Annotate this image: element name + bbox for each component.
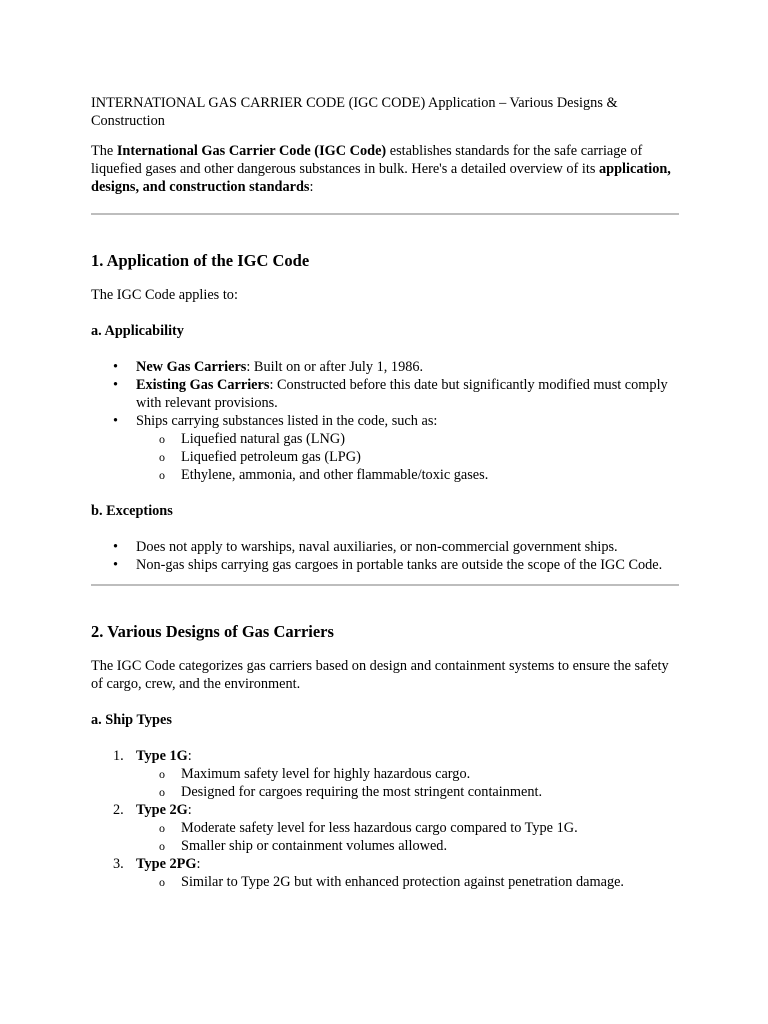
list-item: o Liquefied natural gas (LNG) [91, 430, 679, 448]
intro-bold-2: application, designs, and construction standards [91, 161, 671, 195]
list-item: o Smaller ship or containment volumes allowed. [91, 837, 679, 855]
exceptions-heading: b. Exceptions [91, 503, 173, 519]
list-item: • New Gas Carriers: Built on or after July 1, 1986. [91, 358, 679, 376]
applicability-list [91, 358, 679, 484]
section-1-heading: 1. Application of the IGC Code [91, 251, 310, 270]
list-item: o Moderate safety level for less hazardous cargo compared to Type 1G. [91, 819, 679, 837]
list-item: • Existing Gas Carriers: Constructed before this date but significantly modified must comply with relevant provisions. [91, 376, 679, 412]
intro-paragraph [91, 142, 679, 196]
list-item: o Similar to Type 2G but with enhanced protection against penetration damage. [91, 873, 679, 891]
list-item: 2. Type 2G: o Moderate safety level for less hazardous cargo compared to Type 1G. o Smaller ship or containment volumes allowed. [91, 801, 679, 855]
list-item: o Maximum safety level for highly hazardous cargo. [91, 765, 679, 783]
section-2-heading: 2. Various Designs of Gas Carriers [91, 622, 334, 641]
divider-2 [91, 584, 679, 586]
exceptions-list [91, 538, 679, 574]
divider-1 [91, 213, 679, 215]
applicability-heading: a. Applicability [91, 323, 184, 339]
ship-types-list [91, 747, 679, 891]
intro-text-1: The [91, 143, 117, 159]
ship-types-heading: a. Ship Types [91, 712, 172, 728]
intro-text-3: : [309, 179, 314, 195]
list-item: • Does not apply to warships, naval auxiliaries, or non-commercial government ships. [91, 538, 679, 556]
substances-list [136, 430, 679, 484]
list-item: o Designed for cargoes requiring the most stringent containment. [91, 783, 679, 801]
intro-bold-1: International Gas Carrier Code (IGC Code) [116, 143, 387, 159]
document-body [91, 94, 679, 891]
list-item: 1. Type 1G: o Maximum safety level for highly hazardous cargo. o Designed for cargoes requiring the most stringent containment. [91, 747, 679, 801]
list-item: • Ships carrying substances listed in the code, such as: o Liquefied natural gas (LNG) o Liquefied petroleum gas (LPG) o Ethylene, ammonia, and other flammable/toxic gases. [91, 412, 679, 484]
intro-text-2: establishes standards for the safe carriage of liquefied gases and other dangerous substances in bulk. Here's a detailed overview of its [91, 143, 643, 177]
list-item: 3. Type 2PG: o Similar to Type 2G but with enhanced protection against penetration damage. [91, 855, 679, 891]
section-2-lead: The IGC Code categorizes gas carriers based on design and containment systems to ensure the safety of cargo, crew, and the environment. [91, 658, 669, 692]
list-item: o Liquefied petroleum gas (LPG) [91, 448, 679, 466]
list-item: • Non-gas ships carrying gas cargoes in portable tanks are outside the scope of the IGC Code. [91, 556, 679, 574]
list-item: o Ethylene, ammonia, and other flammable/toxic gases. [91, 466, 679, 484]
section-1-lead: The IGC Code applies to: [91, 287, 238, 303]
document-title: INTERNATIONAL GAS CARRIER CODE (IGC CODE) Application – Various Designs & Construction [91, 95, 618, 129]
